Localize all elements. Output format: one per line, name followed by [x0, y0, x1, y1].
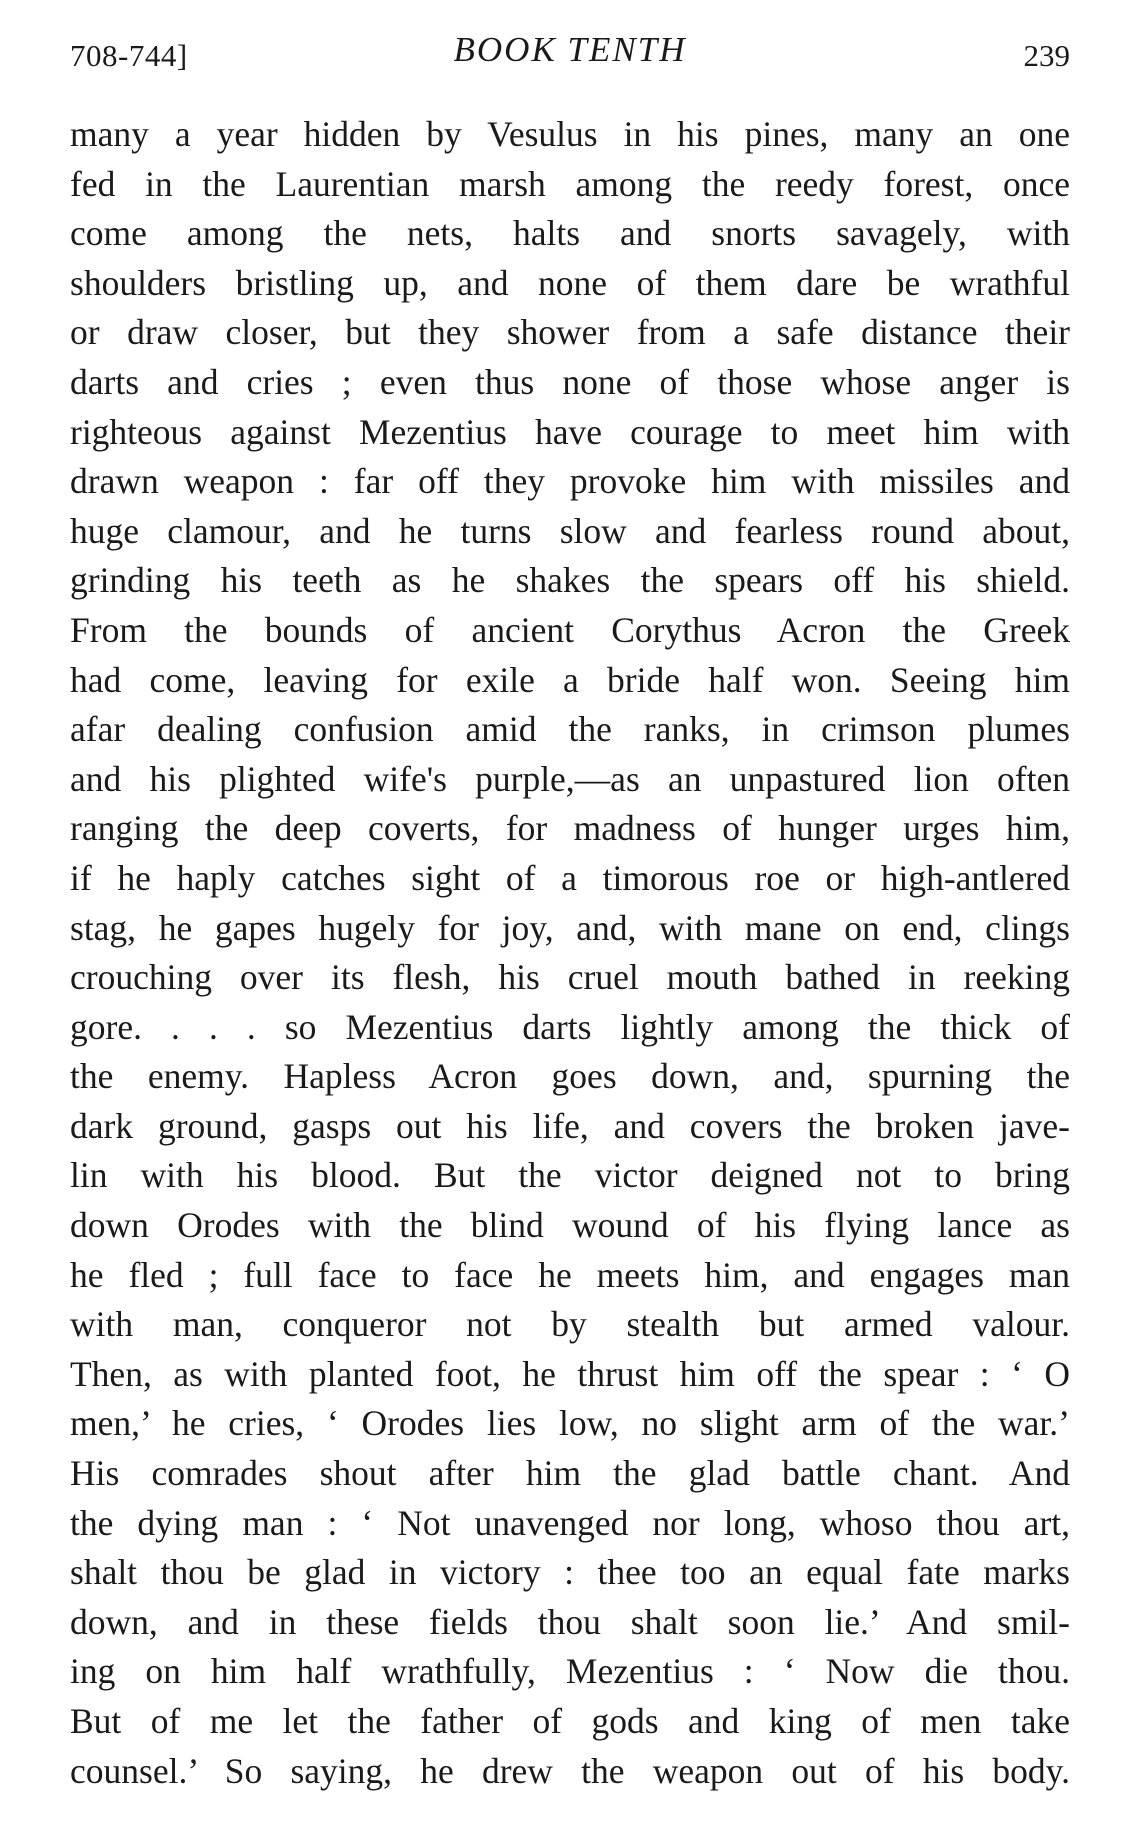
text-line: drawn weapon : far off they provoke him with missiles and	[70, 461, 1070, 502]
body-text	[70, 110, 1070, 1796]
text-line: if he haply catches sight of a timorous roe or high-antlered	[70, 857, 1070, 898]
text-line: come among the nets, halts and snorts savagely, with	[70, 213, 1070, 254]
text-line: counsel.’ So saying, he drew the weapon out of his body.	[70, 1750, 1070, 1791]
text-line: shalt thou be glad in victory : thee too an equal fate marks	[70, 1552, 1070, 1593]
line-range: 708-744]	[70, 38, 188, 73]
text-line: darts and cries ; even thus none of those whose anger is	[70, 361, 1070, 402]
text-line: and his plighted wife's purple,—as an unpastured lion often	[70, 758, 1070, 799]
text-line: he fled ; full face to face he meets him, and engages man	[70, 1254, 1070, 1295]
text-line: stag, he gapes hugely for joy, and, with mane on end, clings	[70, 907, 1070, 948]
text-line: Then, as with planted foot, he thrust him off the spear : ‘ O	[70, 1353, 1070, 1394]
text-line: down, and in these fields thou shalt soon lie.’ And smil-	[70, 1601, 1070, 1642]
text-line: crouching over its flesh, his cruel mouth bathed in reeking	[70, 957, 1070, 998]
text-line: shoulders bristling up, and none of them dare be wrathful	[70, 262, 1070, 303]
book-title: BOOK TENTH	[453, 30, 687, 69]
text-line: lin with his blood. But the victor deigned not to bring	[70, 1155, 1070, 1196]
text-line: or draw closer, but they shower from a safe distance their	[70, 312, 1070, 353]
text-line: had come, leaving for exile a bride half won. Seeing him	[70, 659, 1070, 700]
text-line: dark ground, gasps out his life, and covers the broken jave-	[70, 1105, 1070, 1146]
text-line: ranging the deep coverts, for madness of hunger urges him,	[70, 808, 1070, 849]
page-number: 239	[1023, 38, 1070, 73]
text-line: with man, conqueror not by stealth but armed valour.	[70, 1304, 1070, 1345]
running-head	[70, 30, 1070, 80]
text-line: righteous against Mezentius have courage to meet him with	[70, 411, 1070, 452]
text-line: the dying man : ‘ Not unavenged nor long, whoso thou art,	[70, 1502, 1070, 1543]
text-line: men,’ he cries, ‘ Orodes lies low, no slight arm of the war.’	[70, 1403, 1070, 1444]
text-line: But of me let the father of gods and king of men take	[70, 1701, 1070, 1741]
text-line: gore. . . . so Mezentius darts lightly among the thick of	[70, 1006, 1070, 1047]
text-line: down Orodes with the blind wound of his flying lance as	[70, 1205, 1070, 1246]
text-line: the enemy. Hapless Acron goes down, and, spurning the	[70, 1056, 1070, 1097]
text-line: afar dealing confusion amid the ranks, in crimson plumes	[70, 709, 1070, 750]
text-line: many a year hidden by Vesulus in his pines, many an one	[70, 114, 1070, 154]
text-line: huge clamour, and he turns slow and fearless round about,	[70, 510, 1070, 551]
text-line: grinding his teeth as he shakes the spears off his shield.	[70, 560, 1070, 601]
text-line: fed in the Laurentian marsh among the reedy forest, once	[70, 163, 1070, 204]
text-line: From the bounds of ancient Corythus Acron the Greek	[70, 609, 1070, 650]
text-line: His comrades shout after him the glad battle chant. And	[70, 1453, 1070, 1494]
text-line: ing on him half wrathfully, Mezentius : ‘ Now die thou.	[70, 1651, 1070, 1692]
